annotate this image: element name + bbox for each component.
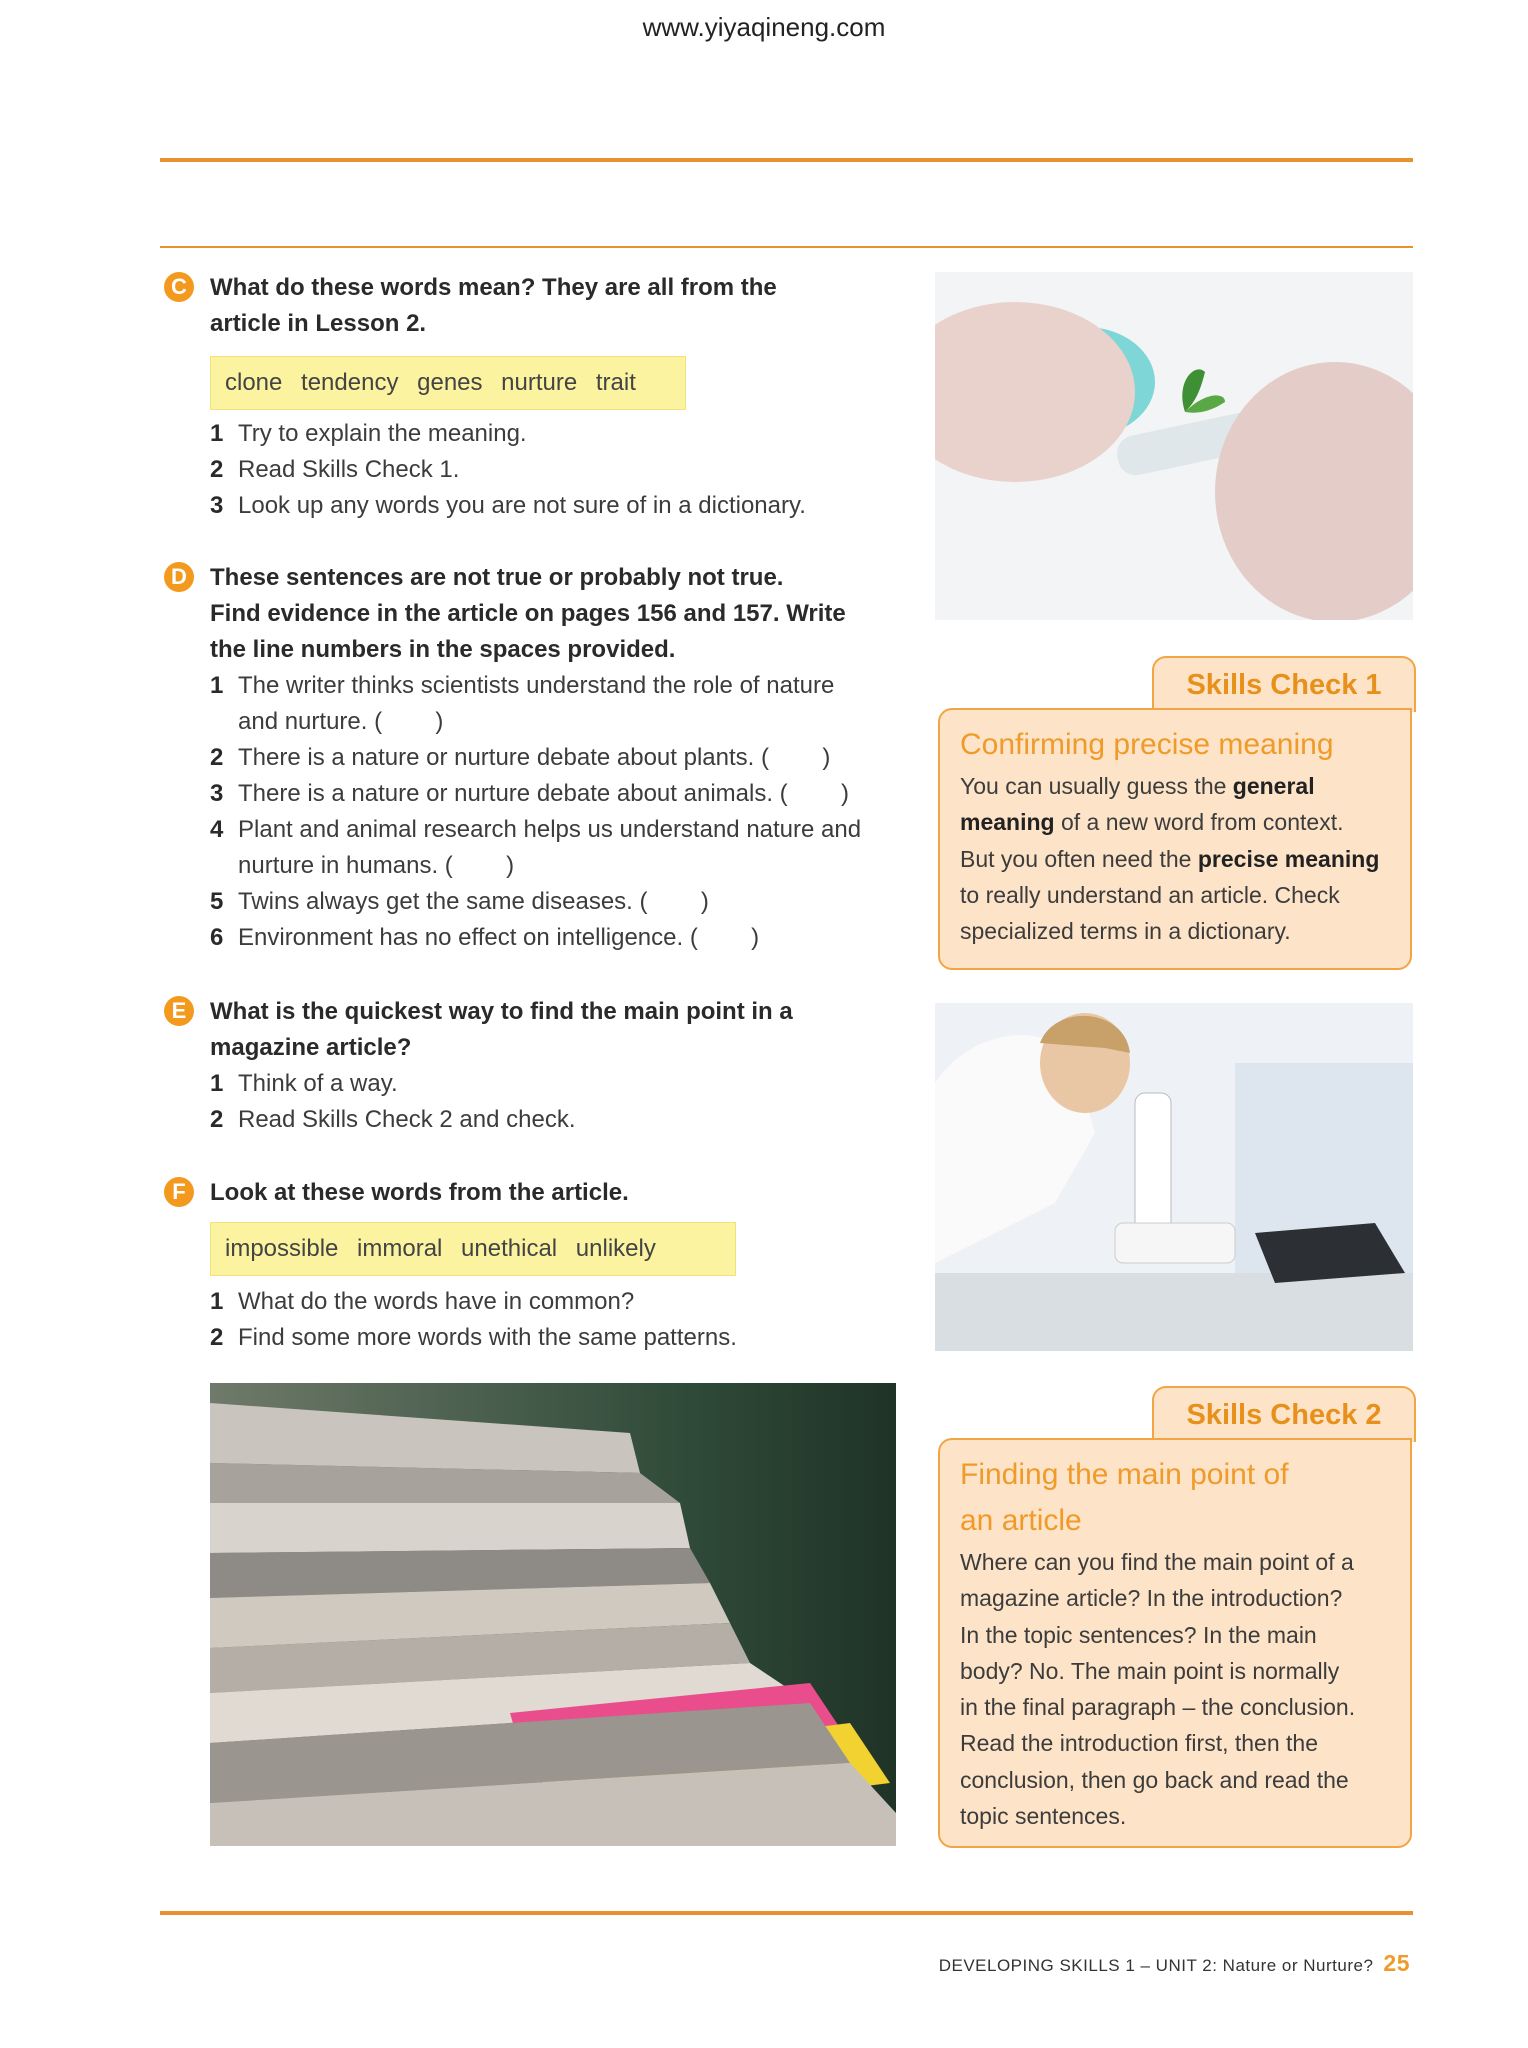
skills-check-2-title-line1: Finding the main point of [960,1458,1289,1491]
list-c [210,416,910,524]
magazines-photo [210,1383,896,1846]
word-box-f: impossible immoral unethical unlikely [210,1222,736,1276]
header-rule [160,246,1413,248]
question-e-line2: magazine article? [210,1034,412,1061]
list-f [210,1284,910,1356]
section-badge-e: E [164,996,194,1026]
list-item: 6 Environment has no effect on intelligence. ( ) [210,924,760,951]
list-item: 3 Look up any words you are not sure of in a dictionary. [210,492,806,519]
section-d [164,560,924,668]
question-c-line2: article in Lesson 2. [210,310,427,337]
page-number: 25 [1383,1950,1410,1976]
skills-check-1-title: Confirming precise meaning [960,728,1334,761]
list-item: 1 What do the words have in common? [210,1288,635,1315]
list-item: 3 There is a nature or nurture debate about animals. ( ) [210,780,849,807]
list-item: 1 The writer thinks scientists understand the role of nature and nurture. ( ) [210,672,835,735]
list-item: 1 Try to explain the meaning. [210,420,527,447]
question-d-line1: These sentences are not true or probably not true. [210,564,784,591]
plant-testtube-photo [935,272,1413,620]
footer-rule [160,1911,1413,1915]
list-item: 2 Read Skills Check 1. [210,456,460,483]
skills-check-1-body: You can usually guess the general meaning of a new word from context. But you often need the precise meaning to really understand an article. Check specialized terms in a dictionary. [960,773,1380,945]
skills-check-2-body: Where can you find the main point of a magazine article? In the introduction? In the topic sentences? In the main body? No. The main point is normally in the final paragraph – the conclusion. Read the introduction first, then the conclusion, then go back and read the topic sentences. [960,1549,1356,1830]
section-e [164,994,924,1066]
page-footer [939,1950,1410,1977]
skills-check-1-tab: Skills Check 1 [1152,656,1416,712]
list-item: 5 Twins always get the same diseases. ( ) [210,888,709,915]
skills-check-1-box [938,708,1412,970]
section-c [164,270,924,342]
list-item: 2 Read Skills Check 2 and check. [210,1106,576,1133]
skills-check-2-title-line2: an article [960,1504,1082,1537]
section-badge-c: C [164,272,194,302]
scientist-microscope-photo [935,1003,1413,1351]
skills-check-2-box [938,1438,1412,1848]
list-item: 2 There is a nature or nurture debate about plants. ( ) [210,744,831,771]
question-e-line1: What is the quickest way to find the main point in a [210,998,793,1025]
footer-text: DEVELOPING SKILLS 1 – UNIT 2: Nature or Nurture? [938,1956,1374,1975]
list-d [210,668,930,956]
list-item: 2 Find some more words with the same patterns. [210,1324,737,1351]
section-f [164,1175,924,1211]
list-item: 1 Think of a way. [210,1070,398,1097]
list-item: 4 Plant and animal research helps us understand nature and nurture in humans. ( ) [210,816,862,879]
top-rule [160,158,1413,162]
question-c-line1: What do these words mean? They are all from the [210,274,777,301]
question-d-line3: the line numbers in the spaces provided. [210,636,676,663]
question-d-line2: Find evidence in the article on pages 156 and 157. Write [210,600,846,627]
section-badge-f: F [164,1177,194,1207]
section-badge-d: D [164,562,194,592]
question-f: Look at these words from the article. [210,1179,629,1206]
watermark: www.yiyaqineng.com [642,12,886,42]
list-e [210,1066,910,1138]
skills-check-2-tab: Skills Check 2 [1152,1386,1416,1442]
word-box-c: clone tendency genes nurture trait [210,356,686,410]
